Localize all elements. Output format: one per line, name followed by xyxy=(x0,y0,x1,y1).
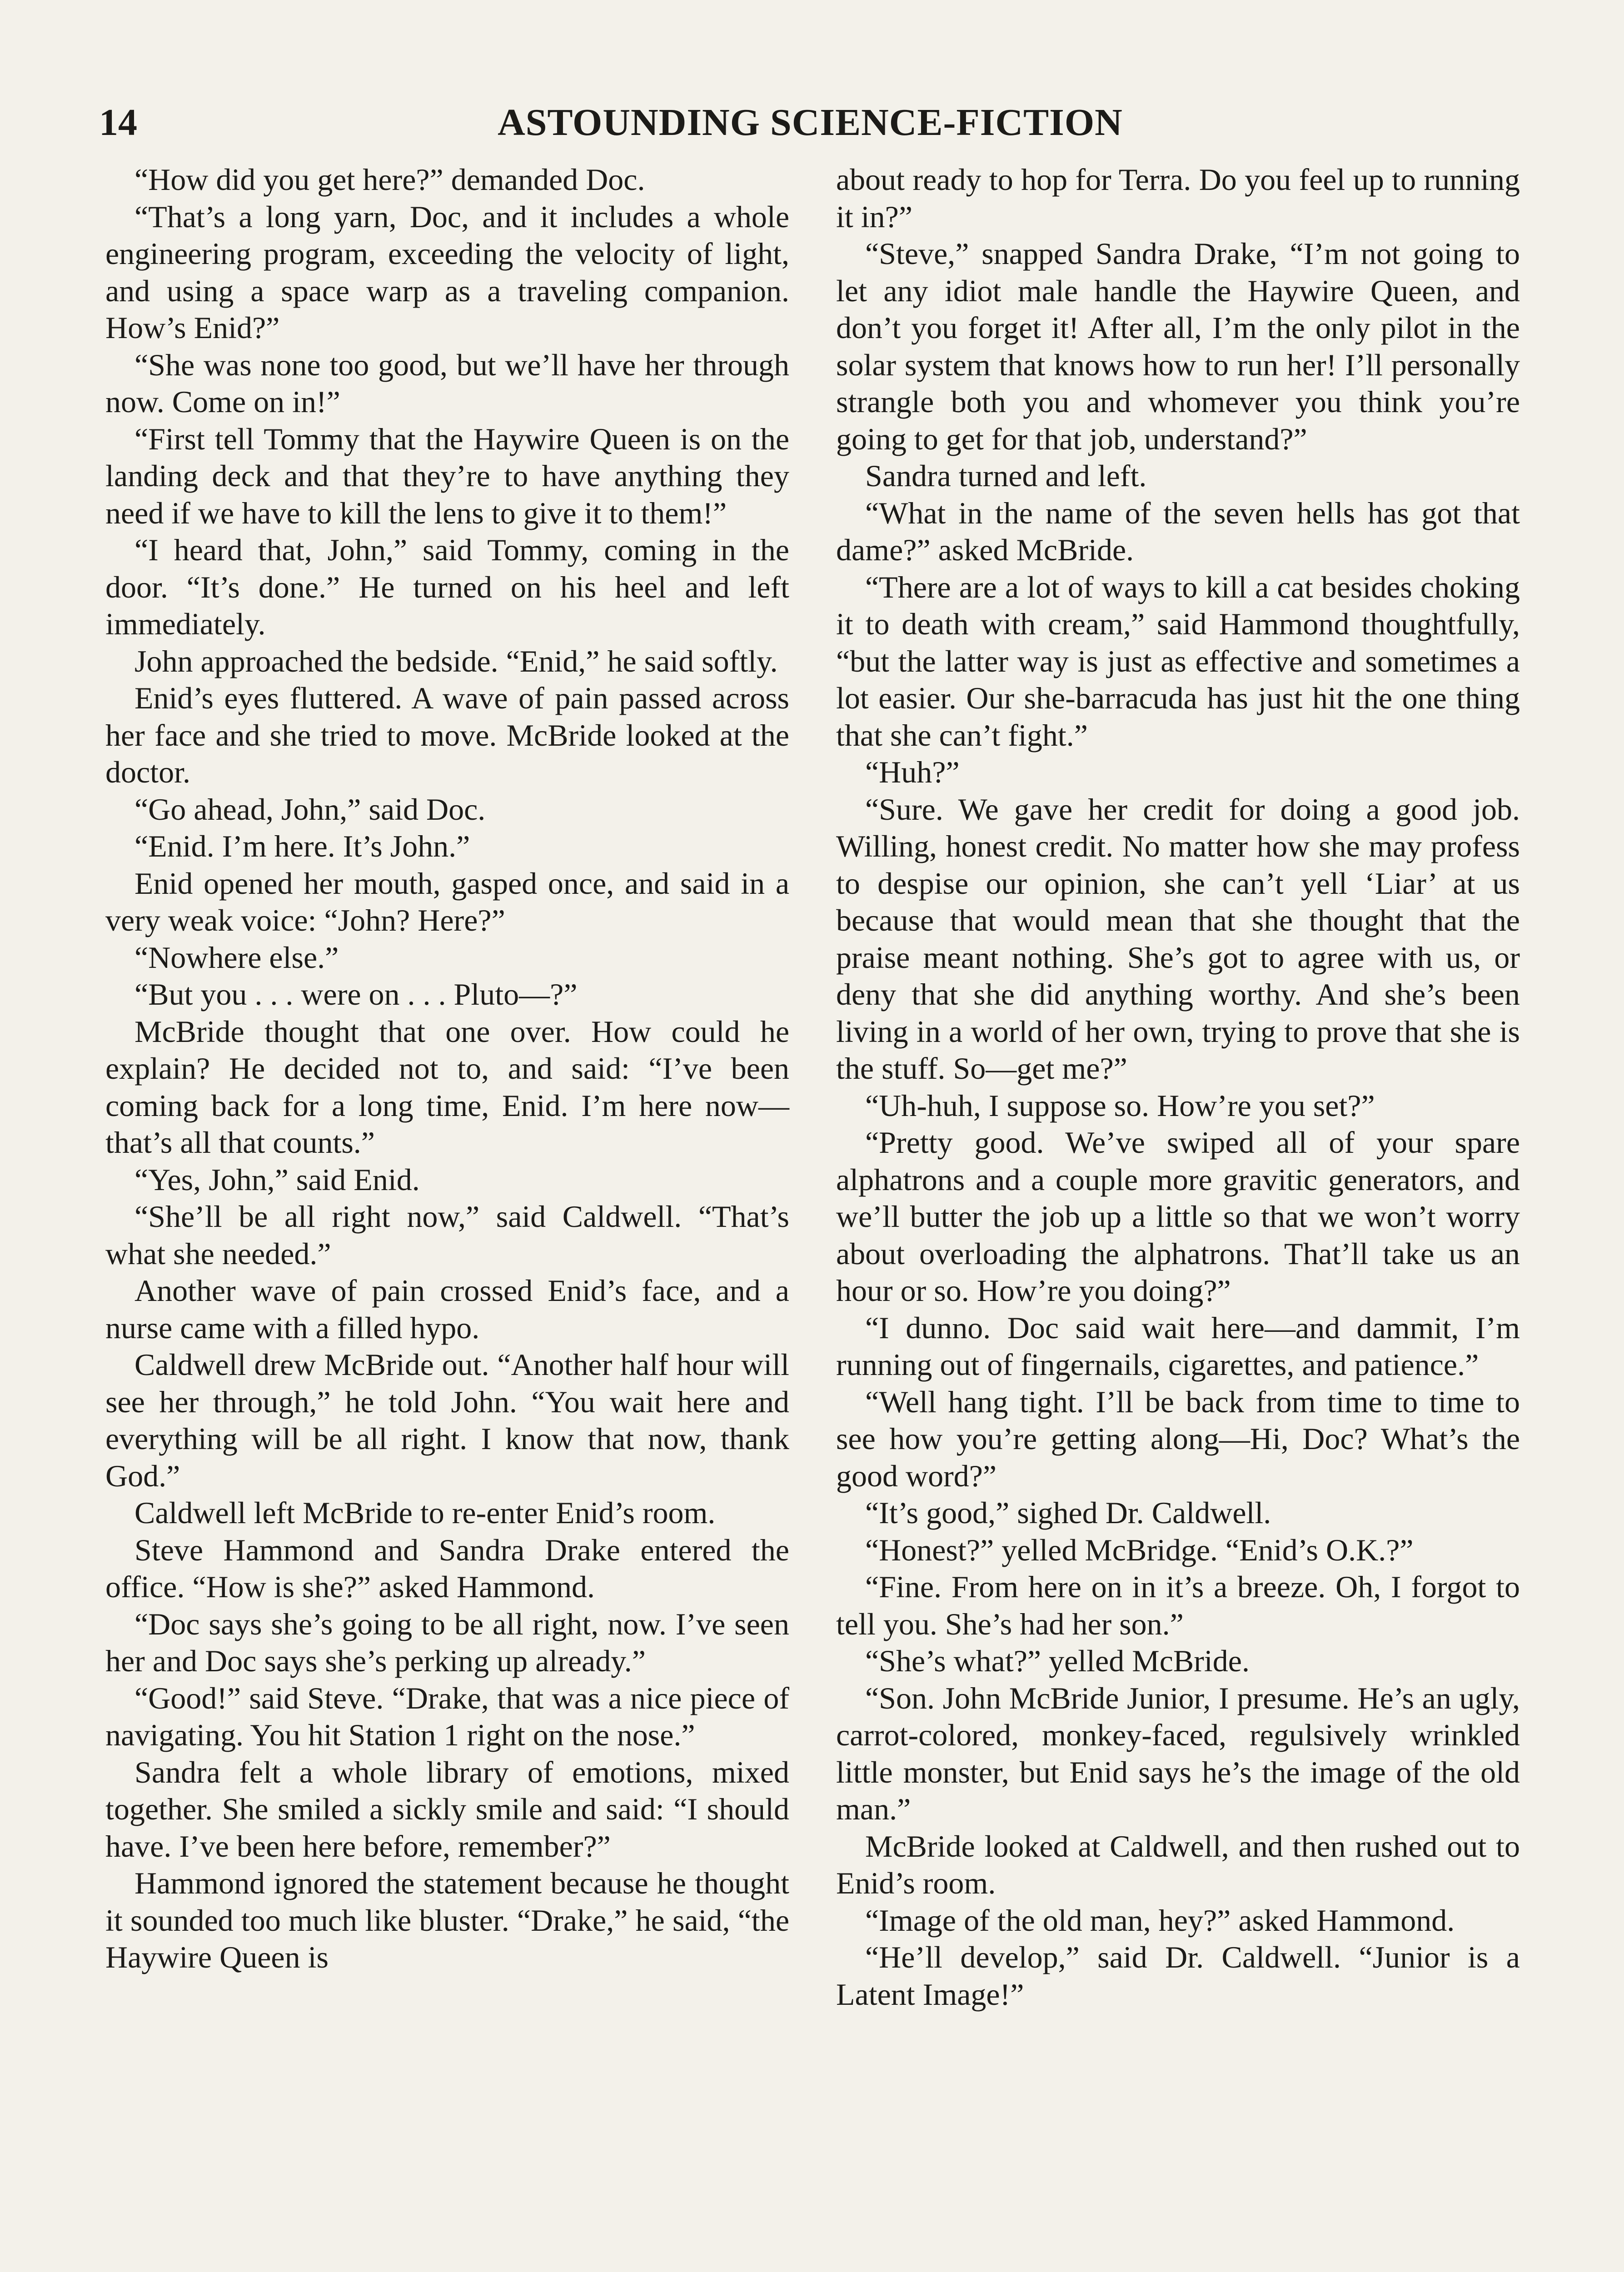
paragraph: “Steve,” snapped Sandra Drake, “I’m not going to let any idiot male handle the Haywire Queen, and don’t you forget it! After all, I’m the only pilot in the solar system that knows how to run her! I’ll personally strangle both you and whomever you think you’re going to get for that job, understand?” xyxy=(836,236,1520,456)
page-header xyxy=(99,98,1521,148)
paragraph: Sandra felt a whole library of emotions, mixed together. She smiled a sickly smile and said: “I should have. I’ve been here before, remember?” xyxy=(105,1754,789,1863)
paragraph: “Sure. We gave her credit for doing a good job. Willing, honest credit. No matter how she may profess to despise our opinion, she can’t yell ‘Liar’ at us because that would mean that she thought that the praise meant nothing. She’s got to agree with us, or deny that she did anything worthy. And she’s been living in a world of her own, trying to prove that she is the stuff. So—get me?” xyxy=(836,792,1520,1086)
paragraph: “That’s a long yarn, Doc, and it includes a whole engineering program, exceeding the velocity of light, and using a space warp as a traveling companion. How’s Enid?” xyxy=(105,199,789,345)
paragraph: “How did you get here?” demanded Doc. xyxy=(135,162,645,197)
paragraph: “Image of the old man, hey?” asked Hammond. xyxy=(865,1903,1455,1938)
paragraph: “She’s what?” yelled McBride. xyxy=(865,1644,1250,1678)
paragraph: “It’s good,” sighed Dr. Caldwell. xyxy=(865,1495,1271,1530)
paragraph: McBride looked at Caldwell, and then rushed out to Enid’s room. xyxy=(836,1829,1520,1900)
paragraph: “First tell Tommy that the Haywire Queen is on the landing deck and that they’re to have anything they need if we have to kill the lens to give it to them!” xyxy=(105,421,789,530)
paragraph: “There are a lot of ways to kill a cat besides choking it to death with cream,” said Hammond thoughtfully, “but the latter way is just as effective and sometimes a lot easier. Our she-barracuda has just hit the one thing that she can’t fight.” xyxy=(836,569,1520,752)
paragraph: Caldwell drew McBride out. “Another half hour will see her through,” he told John. “You wait here and everything will be all right. I know that now, thank God.” xyxy=(105,1347,789,1493)
paragraph: Another wave of pain crossed Enid’s face, and a nurse came with a filled hypo. xyxy=(105,1273,789,1345)
text-column-left xyxy=(105,161,789,1976)
paragraph: “Good!” said Steve. “Drake, that was a nice piece of navigating. You hit Station 1 right on the nose.” xyxy=(105,1680,789,1752)
paragraph: Enid’s eyes fluttered. A wave of pain passed across her face and she tried to move. McBride looked at the doctor. xyxy=(105,681,789,789)
paragraph: “What in the name of the seven hells has got that dame?” asked McBride. xyxy=(836,495,1520,567)
paragraph: “Yes, John,” said Enid. xyxy=(135,1162,420,1197)
paragraph: about ready to hop for Terra. Do you feel up to running it in?” xyxy=(836,162,1520,234)
paragraph: “Doc says she’s going to be all right, now. I’ve seen her and Doc says she’s perking up already.” xyxy=(105,1606,789,1678)
paragraph: “Fine. From here on in it’s a breeze. Oh, I forgot to tell you. She’s had her son.” xyxy=(836,1569,1520,1641)
paragraph: Hammond ignored the statement because he thought it sounded too much like bluster. “Drake,” he said, “the Haywire Queen is xyxy=(105,1866,789,1974)
paragraph: Steve Hammond and Sandra Drake entered the office. “How is she?” asked Hammond. xyxy=(105,1532,789,1604)
paragraph: Sandra turned and left. xyxy=(865,458,1147,493)
paragraph: “Enid. I’m here. It’s John.” xyxy=(135,829,470,863)
paragraph: “Honest?” yelled McBridge. “Enid’s O.K.?” xyxy=(865,1532,1414,1567)
paragraph: “I heard that, John,” said Tommy, coming in the door. “It’s done.” He turned on his heel and left immediately. xyxy=(105,533,789,641)
paragraph: “Nowhere else.” xyxy=(135,940,339,975)
paragraph: “Uh-huh, I suppose so. How’re you set?” xyxy=(865,1088,1375,1123)
text-column-right xyxy=(836,161,1520,2013)
paragraph: “Son. John McBride Junior, I presume. He’s an ugly, carrot-colored, monkey-faced, regulsively wrinkled little monster, but Enid says he’s the image of the old man.” xyxy=(836,1680,1520,1826)
paragraph: Enid opened her mouth, gasped once, and said in a very weak voice: “John? Here?” xyxy=(105,866,789,937)
paragraph: “He’ll develop,” said Dr. Caldwell. “Junior is a Latent Image!” xyxy=(836,1940,1520,2012)
paragraph: “She’ll be all right now,” said Caldwell. “That’s what she needed.” xyxy=(105,1199,789,1271)
paragraph: “Huh?” xyxy=(865,755,960,789)
paragraph: “Pretty good. We’ve swiped all of your spare alphatrons and a couple more gravitic generators, and we’ll butter the job up a little so that we won’t worry about overloading the alphatrons. That’ll take us an hour or so. How’re you doing?” xyxy=(836,1125,1520,1308)
paragraph: Caldwell left McBride to re-enter Enid’s room. xyxy=(135,1495,716,1530)
page-number: 14 xyxy=(99,101,137,144)
paragraph: “She was none too good, but we’ll have her through now. Come on in!” xyxy=(105,347,789,419)
paragraph: “Well hang tight. I’ll be back from time to time to see how you’re getting along—Hi, Doc? What’s the good word?” xyxy=(836,1384,1520,1493)
running-title: ASTOUNDING SCIENCE-FICTION xyxy=(498,101,1123,144)
paragraph: “Go ahead, John,” said Doc. xyxy=(135,792,486,827)
paragraph: “But you . . . were on . . . Pluto—?” xyxy=(135,977,578,1011)
paragraph: “I dunno. Doc said wait here—and dammit, I’m running out of fingernails, cigarettes, and patience.” xyxy=(836,1310,1520,1382)
paragraph: McBride thought that one over. How could he explain? He decided not to, and said: “I’ve been coming back for a long time, Enid. I’m here now—that’s all that counts.” xyxy=(105,1014,789,1160)
paragraph: John approached the bedside. “Enid,” he said softly. xyxy=(135,643,778,678)
